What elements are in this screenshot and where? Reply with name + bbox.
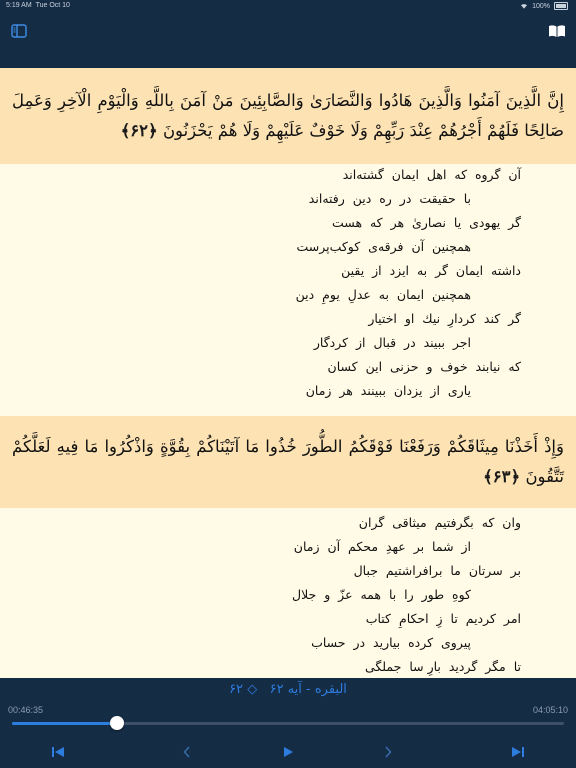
- sidebar-toggle-button[interactable]: [8, 20, 30, 42]
- current-time: 00:46:35: [8, 705, 44, 715]
- progress-thumb[interactable]: [110, 716, 124, 730]
- status-right: [520, 2, 568, 10]
- ayah-block: [0, 68, 576, 164]
- chevron-right-icon: [384, 746, 392, 758]
- ayah-text: إِنَّ الَّذِينَ آمَنُوا وَالَّذِينَ هَادُوا وَالنَّصَارَىٰ وَالصَّابِئِينَ مَنْ آمَنَ بِاللَّهِ وَالْيَوْمِ الْآخِرِ وَعَمِلَ صَالِحًا فَلَهُمْ أَجْرُهُمْ عِنْدَ رَبِّهِمْ وَلَا خَوْفٌ عَلَيْهِمْ وَلَا هُمْ يَحْزَنُونَ ﴿۶۲﴾: [12, 91, 564, 140]
- verse-line: گر کند کردارِ نیك او اختیار: [368, 311, 521, 326]
- previous-button[interactable]: [177, 744, 197, 760]
- verse-line: بر سرتان ما برافراشتیم جبال: [353, 563, 521, 578]
- wifi-icon: [520, 3, 528, 9]
- next-button[interactable]: [378, 744, 398, 760]
- verse-line: تا مگر گردید بارِ سا جملگی: [364, 659, 521, 674]
- play-button[interactable]: [278, 744, 298, 760]
- verse-line: وان که بگرفتیم میثاقی گران: [358, 515, 521, 530]
- verse-line: گر یهودی یا نصاریٰ هر که هست: [332, 215, 521, 230]
- battery-percent: 100%: [532, 2, 550, 10]
- status-time: 5:19 AM Tue Oct 10: [6, 2, 70, 9]
- skip-end-icon: [511, 746, 525, 758]
- play-icon: [282, 746, 294, 758]
- verse-line: داشته ایمان گر به ایزد از یقین: [341, 263, 521, 278]
- verse-line: با حقیقت در ره دین رفته‌اند: [308, 191, 471, 206]
- player-title: [0, 682, 576, 697]
- translation-block: [0, 164, 576, 416]
- skip-start-button[interactable]: [48, 744, 68, 760]
- verse-line: آن گروه که اهل ایمان گشته‌اند: [342, 167, 521, 182]
- verse-line: که نیابند خوف و حزنی این کسان: [327, 359, 521, 374]
- audio-player: [0, 678, 576, 768]
- verse-line: از شما بر عهدِ محکم آن زمان: [293, 539, 471, 554]
- verse-line: اجر ببیند در قبال از کردگار: [313, 335, 471, 350]
- status-bar: [0, 0, 576, 12]
- translation-block: [0, 508, 576, 678]
- repeat-icon[interactable]: ◇: [247, 682, 258, 697]
- progress-slider[interactable]: [12, 722, 564, 725]
- verse-line: امر کردیم تا زِ احکامِ کتاب: [365, 611, 521, 626]
- ayah-text: وَإِذْ أَخَذْنَا مِيثَاقَكُمْ وَرَفَعْنَا فَوْقَكُمُ الطُّورَ خُذُوا مَا آتَيْنَاكُمْ بِقُوَّةٍ وَاذْكُرُوا مَا فِيهِ لَعَلَّكُمْ تَتَّقُونَ ﴿۶۳﴾: [12, 437, 564, 486]
- skip-start-icon: [51, 746, 65, 758]
- reader-content[interactable]: [0, 68, 576, 678]
- ayah-number: ﴿۶۲﴾: [120, 121, 158, 140]
- skip-end-button[interactable]: [508, 744, 528, 760]
- verse-line: یاری از یزدان ببینند هر زمان: [305, 383, 471, 398]
- nav-bar: [0, 12, 576, 68]
- battery-icon: [554, 2, 568, 10]
- chevron-left-icon: [183, 746, 191, 758]
- duration: 04:05:10: [532, 705, 568, 715]
- sidebar-icon: [11, 24, 27, 38]
- progress-fill: [12, 722, 117, 725]
- verse-line: همچنین ایمان به عدلِ یومِ دین: [295, 287, 471, 302]
- verse-line: پیروی کرده بیارید در حساب: [311, 635, 471, 650]
- book-icon: [548, 24, 566, 38]
- verse-line: کوهِ طور را با همه عزّ و جلال: [291, 587, 471, 602]
- book-button[interactable]: [546, 20, 568, 42]
- ayah-number: ﴿۶۳﴾: [483, 467, 521, 486]
- verse-line: همچنین آن فرقه‌ی کوکب‌پرست: [296, 239, 471, 254]
- repeat-count: ۶۲: [229, 682, 244, 697]
- track-title: البقره - آیه ۶۲: [269, 682, 347, 697]
- ayah-block: [0, 416, 576, 508]
